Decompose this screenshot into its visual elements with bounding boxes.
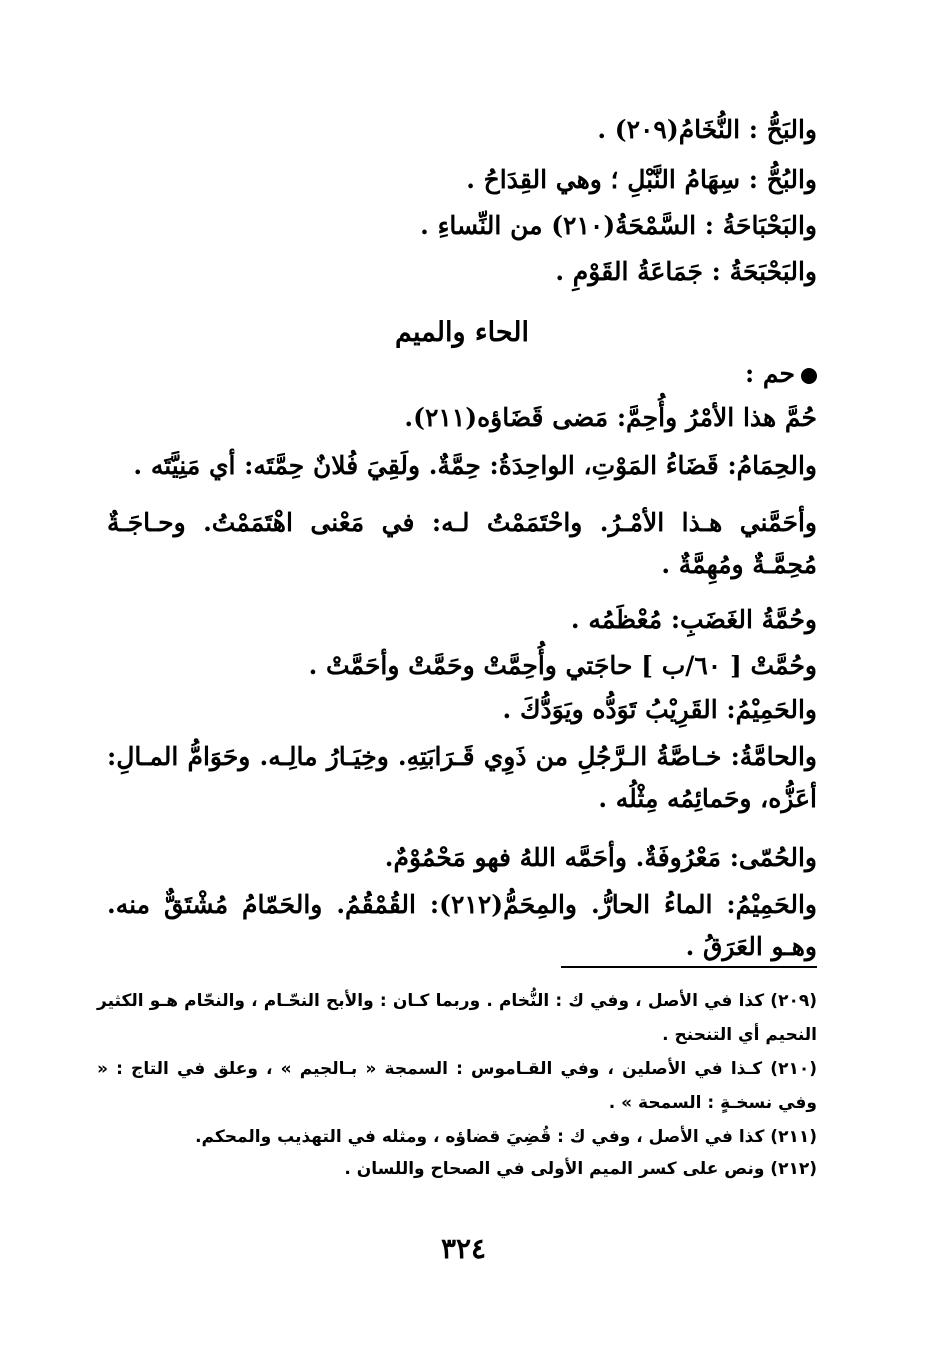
footnote: (٢١٢) ونص على كسر الميم الأولى في الصحاح واللسان .	[344, 1159, 817, 1179]
text-line: والبَحْبَحَةُ : جَمَاعَةُ القَوْمِ .	[555, 257, 817, 286]
text-paragraph: وأحَمَّني هـذا الأمْـرُ. واحْتَمَمْتُ لـه: في مَعْنى اهْتَمَمْتُ. وحـاجَـةٌ مُحِمَّـةٌ ومُهِمَّةٌ .	[107, 508, 817, 579]
text-line: والبَحْبَاحَةُ : السَّمْحَةُ(٢١٠) من النِّساءِ .	[420, 211, 817, 240]
text-paragraph: والحَمِيْمُ: الماءُ الحارُّ. والمِحَمُّ(٢١٢): القُمْقُمُ. والحَمّامُ مُشْتَقٌّ منه. وهـو العَرَقُ .	[107, 890, 817, 961]
footnote: (٢١٠) كـذا في الأصلين ، وفي القـاموس : السمجة « بـالجيم » ، وعلق في التاج : « وفي نسخـةٍ : السمحة » .	[97, 1059, 817, 1113]
text-line: والبُحُّ : سِهَامُ النَّبْلِ ؛ وهي القِدَاحُ .	[466, 165, 817, 194]
text-line: والبَحُّ : النُّخَامُ(٢٠٩) .	[597, 115, 817, 144]
footnote: (٢٠٩) كذا في الأصل ، وفي ك : النُّخام . وربما كـان : والأبح النحّـام ، والنحّام هـو الكثير النحيم أي التنحنح .	[97, 991, 817, 1045]
text-line: حُمَّ هذا الأمْرُ وأُحِمَّ: مَضى قَضَاؤه(٢١١).	[404, 403, 817, 432]
text-line: وحُمَّةُ الغَضَبِ: مُعْظَمُه .	[570, 605, 817, 634]
page-number: ٣٢٤	[440, 1232, 487, 1265]
entry-root-text: حم :	[744, 359, 795, 388]
footnotes-section	[97, 0, 817, 1200]
text-line: والحَمِيْمُ: القَرِيْبُ تَوَدُّه ويَوَدُّكَ .	[502, 695, 817, 724]
text-line: والحِمَامُ: قَضَاءُ المَوْتِ، الواحِدَةُ: حِمَّةٌ. ولَقِيَ فُلانٌ حِمَّتَه: أي مَنِيَّتَه .	[133, 451, 817, 480]
text-paragraph: والحامَّةُ: خـاصَّةُ الـرَّجُلِ من ذَوِي قَـرَابَتِهِ. وخِيَـارُ مالِـه. وحَوَامُّ المـالِ: أعَزُّه، وحَمائِمُه مِثْلُه .	[107, 742, 817, 813]
text-line: وحُمَّتْ [ ٦٠/ب ] حاجَتي وأُحِمَّتْ وحَمَّتْ وأحَمَّتْ .	[308, 651, 817, 680]
footnote: (٢١١) كذا في الأصل ، وفي ك : قُضِيَ قضاؤه ، ومثله في التهذيب والمحكم.	[195, 1127, 817, 1147]
section-heading: الحاء والميم	[395, 317, 529, 348]
text-line: والحُمّى: مَعْرُوفَةٌ. وأحَمَّه اللهُ فهو مَحْمُوْمٌ.	[384, 843, 817, 872]
